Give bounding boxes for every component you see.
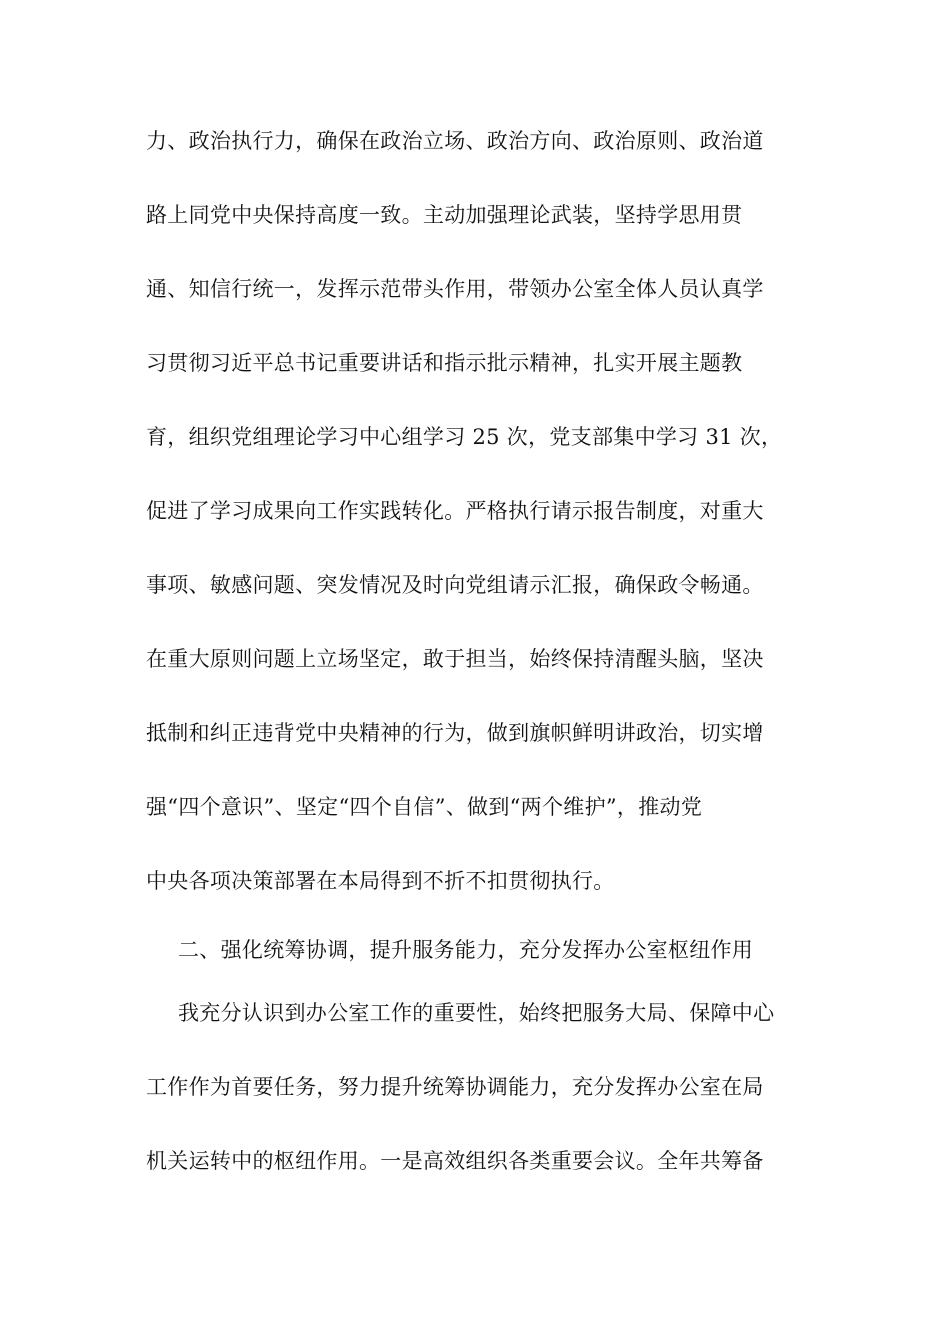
body-text-line: 抵制和纠正违背党中央精神的行为，做到旗帜鲜明讲政治，切实增: [146, 721, 764, 745]
body-text-line: 促进了学习成果向工作实践转化。严格执行请示报告制度，对重大: [146, 499, 764, 523]
body-text-line: 事项、敏感问题、突发情况及时向党组请示汇报，确保政令畅通。: [146, 573, 764, 597]
body-text-line: 通、知信行统一，发挥示范带头作用，带领办公室全体人员认真学: [146, 277, 764, 301]
body-text-line: 习贯彻习近平总书记重要讲话和指示批示精神，扎实开展主题教: [146, 351, 743, 375]
body-text-line: 工作作为首要任务，努力提升统筹协调能力，充分发挥办公室在局: [146, 1075, 764, 1099]
section-heading: 二、强化统筹协调，提升服务能力，充分发挥办公室枢纽作用: [178, 938, 754, 962]
body-text-line: 机关运转中的枢纽作用。一是高效组织各类重要会议。全年共筹备: [146, 1149, 764, 1173]
body-text-line: 强“四个意识”、坚定“四个自信”、做到“两个维护”，推动党: [146, 795, 703, 819]
paragraph-first-line: 我充分认识到办公室工作的重要性，始终把服务大局、保障中心: [178, 1001, 775, 1025]
body-text-line: 育，组织党组理论学习中心组学习 25 次，党支部集中学习 31 次，: [146, 425, 783, 449]
body-text-line: 在重大原则问题上立场坚定，敢于担当，始终保持清醒头脑，坚决: [146, 647, 764, 671]
body-text-line: 力、政治执行力，确保在政治立场、政治方向、政治原则、政治道: [146, 129, 764, 153]
body-text-line: 路上同党中央保持高度一致。主动加强理论武装，坚持学思用贯: [146, 203, 743, 227]
body-text-line: 中央各项决策部署在本局得到不折不扣贯彻执行。: [146, 869, 615, 893]
